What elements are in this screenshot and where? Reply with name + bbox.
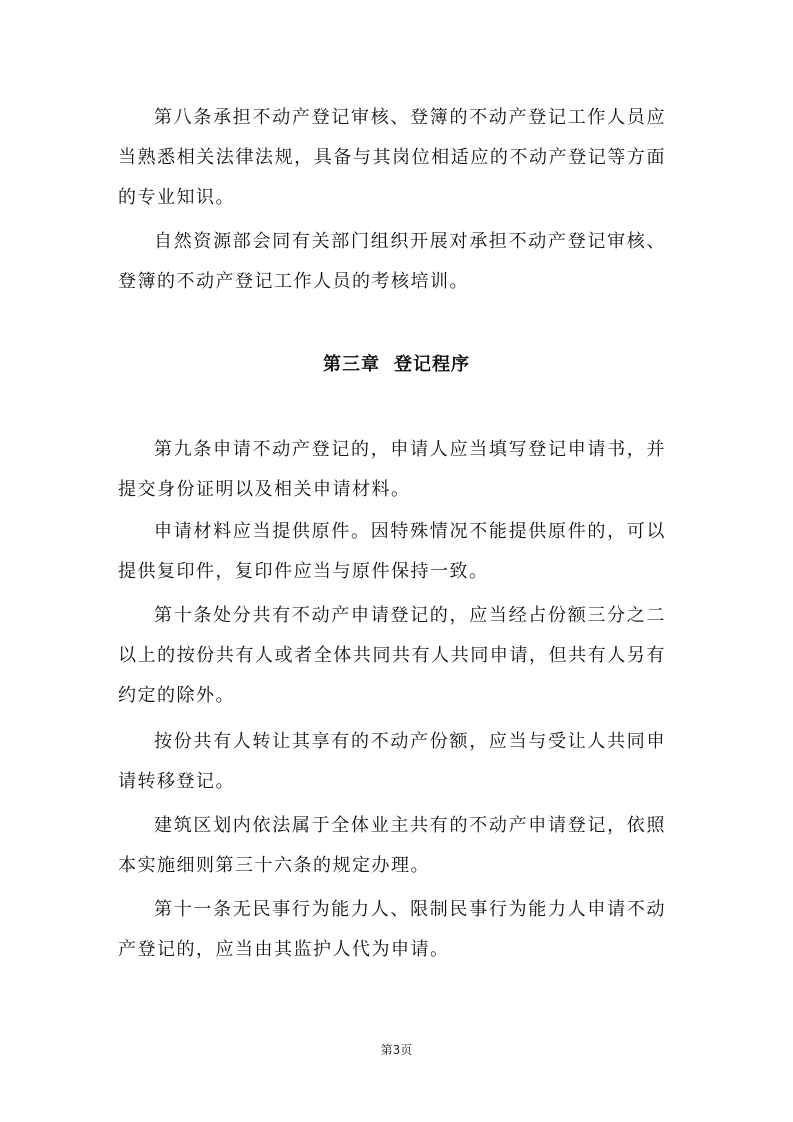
page-number: 第3页 [380, 1043, 413, 1057]
paragraph-article-10-transfer: 按份共有人转让其享有的不动产份额，应当与受让人共同申请转移登记。 [118, 731, 666, 792]
chapter-number: 第三章 [323, 354, 380, 375]
paragraph-article-8: 第八条承担不动产登记审核、登簿的不动产登记工作人员应当熟悉相关法律法规，具备与其岗位相适应的不动产登记等方面的专业知识。 [118, 107, 666, 208]
paragraph-article-9: 第九条申请不动产登记的，申请人应当填写登记申请书，并提交身份证明以及相关申请材料。 [118, 439, 666, 500]
paragraph-article-11: 第十一条无民事行为能力人、限制民事行为能力人申请不动产登记的，应当由其监护人代为申请。 [118, 899, 666, 960]
paragraph-article-8-training: 自然资源部会同有关部门组织开展对承担不动产登记审核、登簿的不动产登记工作人员的考核培训。 [118, 231, 666, 292]
chapter-heading [0, 350, 793, 376]
paragraph-article-10-common-area: 建筑区划内依法属于全体业主共有的不动产申请登记，依照本实施细则第三十六条的规定办理。 [118, 815, 666, 876]
paragraph-article-10: 第十条处分共有不动产申请登记的，应当经占份额三分之二以上的按份共有人或者全体共同共有人共同申请，但共有人另有约定的除外。 [118, 605, 666, 706]
chapter-title: 登记程序 [394, 354, 470, 375]
paragraph-article-9-originals: 申请材料应当提供原件。因特殊情况不能提供原件的，可以提供复印件，复印件应当与原件保持一致。 [118, 521, 666, 582]
